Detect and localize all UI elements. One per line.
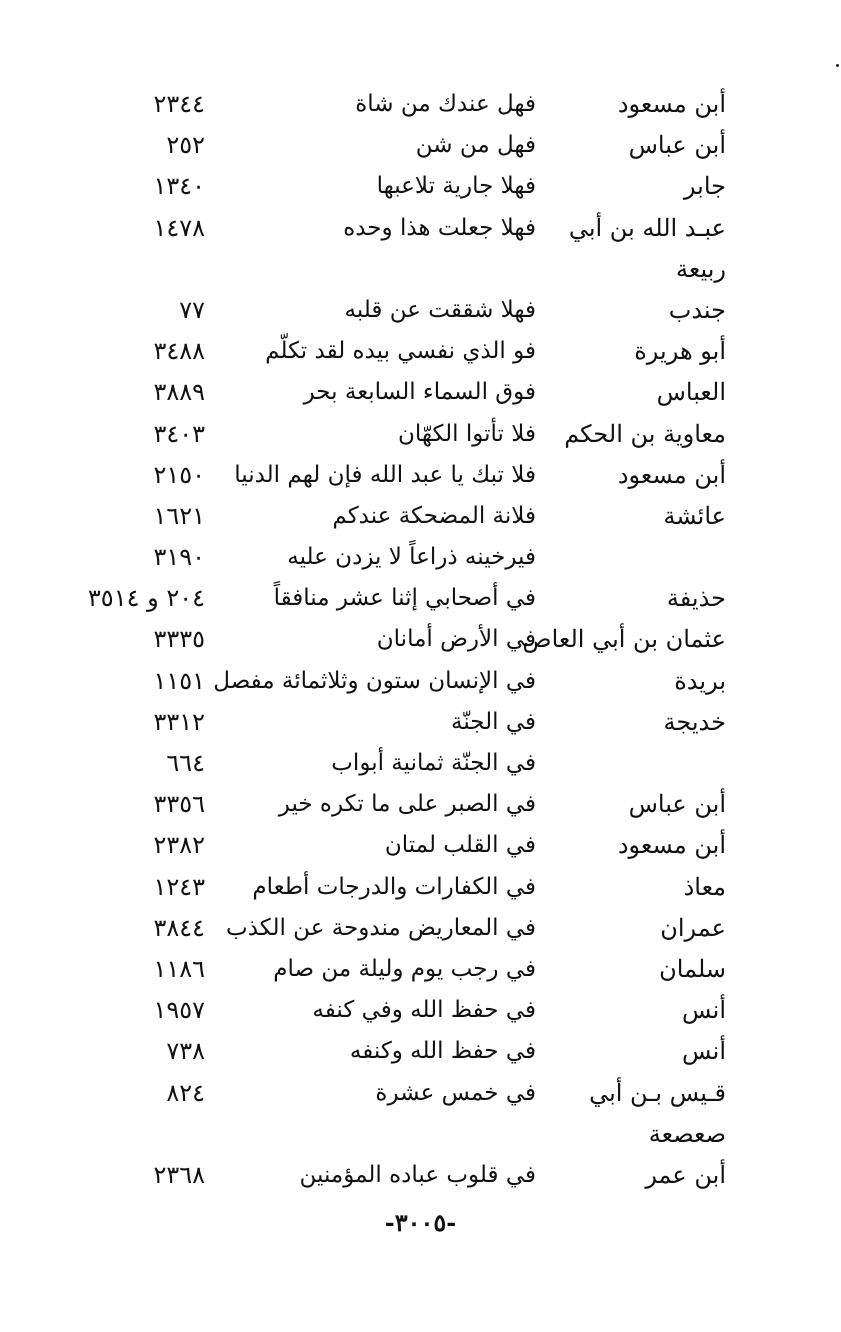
hadith-phrase: في الإنسان ستون وثلاثمائة مفصل [213,667,536,694]
index-row [0,1155,841,1196]
hadith-phrase: فهلا شققت عن قلبه [344,296,536,323]
index-row [0,578,841,619]
index-row [0,249,841,290]
hadith-number: ٣٣٣٥ [153,625,205,654]
hadith-phrase: فو الذي نفسي بيده لقد تكلّم [265,338,536,365]
hadith-phrase: في قلوب عباده المؤمنين [299,1161,536,1188]
hadith-phrase: في حفظ الله وكنفه [349,1038,536,1065]
hadith-number: ٣٤٠٣ [153,419,205,448]
page-number: -٣٠٠٥- [384,1208,457,1237]
hadith-phrase: في الأرض أمانان [376,626,536,653]
hadith-number: ٢٠٤ و ٣٥١٤ [87,584,205,613]
narrator-name: عبـد الله بن أبي [568,213,726,242]
index-row [0,372,841,413]
narrator-name: أبن عباس [628,790,726,819]
hadith-number: ٣٨٨٩ [153,378,205,407]
hadith-number: ٢٣٤٤ [153,90,205,118]
narrator-name: معاذ [683,872,726,901]
narrator-name: حذيفة [666,584,726,613]
hadith-number: ١٦٢١ [153,501,205,530]
narrator-name: أبن مسعود [617,831,726,860]
index-row [0,867,841,908]
hadith-number: ١١٨٦ [153,954,205,983]
hadith-phrase: في رجب يوم وليلة من صام [273,955,536,982]
hadith-phrase: في الكفارات والدرجات أطعام [252,873,536,900]
hadith-number: ٣٣١٢ [153,707,205,736]
index-row [0,166,841,207]
index-row [0,702,841,743]
narrator-name: أنس [682,996,726,1025]
index-row [0,537,841,578]
narrator-name: أبن عمر [645,1160,726,1189]
narrator-name: معاوية بن الحكم [564,419,726,448]
hadith-number: ١١٥١ [153,666,205,695]
narrator-name: عثمان بن أبي العاص [522,625,726,654]
narrator-name: سلمان [659,954,726,983]
hadith-phrase: فهل من شن [415,132,536,159]
narrator-name: عمران [660,913,726,942]
hadith-number: ١٤٧٨ [153,213,205,242]
narrator-name: العباس [656,378,726,407]
narrator-name: صعصعة [648,1119,726,1148]
index-row [0,455,841,496]
index-row [0,208,841,249]
hadith-phrase: في خمس عشرة [375,1079,536,1106]
hadith-phrase: فهلا جارية تلاعبها [376,173,536,200]
index-row [0,1114,841,1155]
hadith-phrase: فهل عندك من شاة [355,91,536,117]
hadith-number: ٧٧ [179,295,205,324]
hadith-phrase: فلا تأتوا الكهّان [397,420,536,447]
narrator-name: جابر [683,172,726,201]
index-row [0,949,841,990]
index-row [0,1031,841,1072]
narrator-name: أبو هريرة [634,337,726,366]
hadith-phrase: فلا تبك يا عبد الله فإن لهم الدنيا [234,461,536,488]
hadith-number: ٢٣٦٨ [153,1160,205,1189]
hadith-phrase: في القلب لمتان [384,832,536,859]
index-row [0,414,841,455]
hadith-phrase: في الجنّة [451,708,536,735]
index-row [0,125,841,166]
narrator-name: قـيس بـن أبي [589,1078,726,1107]
hadith-phrase: في أصحابي إثنا عشر منافقاً [273,585,536,612]
hadith-number: ٨٢٤ [166,1078,205,1107]
narrator-name: خديجة [663,707,726,736]
hadith-number: ٣٣٥٦ [153,790,205,819]
index-row [0,825,841,866]
index-row [0,331,841,372]
hadith-phrase: فلانة المضحكة عندكم [332,502,536,529]
hadith-number: ٢١٥٠ [153,460,205,489]
narrator-name: ربيعة [676,254,726,283]
hadith-number: ٣٨٤٤ [153,913,205,942]
narrator-name: أبن عباس [628,131,726,160]
hadith-number: ٧٣٨ [166,1037,205,1066]
hadith-number: ١٢٤٣ [153,872,205,901]
hadith-phrase: في حفظ الله وفي كنفه [312,997,536,1024]
index-row [0,1073,841,1114]
hadith-phrase: في الجنّة ثمانية أبواب [331,750,536,776]
index-row [0,290,841,331]
hadith-number: ٦٦٤ [166,749,205,777]
hadith-phrase: في الصبر على ما تكره خير [278,791,536,818]
hadith-number: ١٩٥٧ [153,996,205,1025]
narrator-name: جندب [668,295,726,324]
index-row [0,661,841,702]
hadith-number: ٢٣٨٢ [153,831,205,860]
narrator-name: أبن مسعود [617,460,726,489]
index-row [0,496,841,537]
index-row [0,908,841,949]
hadith-phrase: فيرخينه ذراعاً لا يزدن عليه [287,544,536,571]
hadith-number: ٣١٩٠ [153,543,205,572]
narrator-name: أبن مسعود [617,90,726,118]
index-row [0,743,841,784]
narrator-name: أنس [682,1037,726,1066]
hadith-phrase: في المعاريض مندوحة عن الكذب [226,914,536,941]
narrator-name: بريدة [674,666,726,695]
hadith-phrase: فوق السماء السابعة بحر [303,379,536,406]
hadith-number: ٢٥٢ [166,131,205,160]
index-row [0,84,841,125]
index-row [0,619,841,660]
hadith-number: ٣٤٨٨ [153,337,205,366]
margin-dot [836,64,839,67]
narrator-name: عائشة [663,501,726,530]
hadith-index-table [0,84,841,1196]
hadith-number: ١٣٤٠ [153,172,205,201]
index-row [0,784,841,825]
hadith-phrase: فهلا جعلت هذا وحده [343,214,536,241]
index-row [0,990,841,1031]
